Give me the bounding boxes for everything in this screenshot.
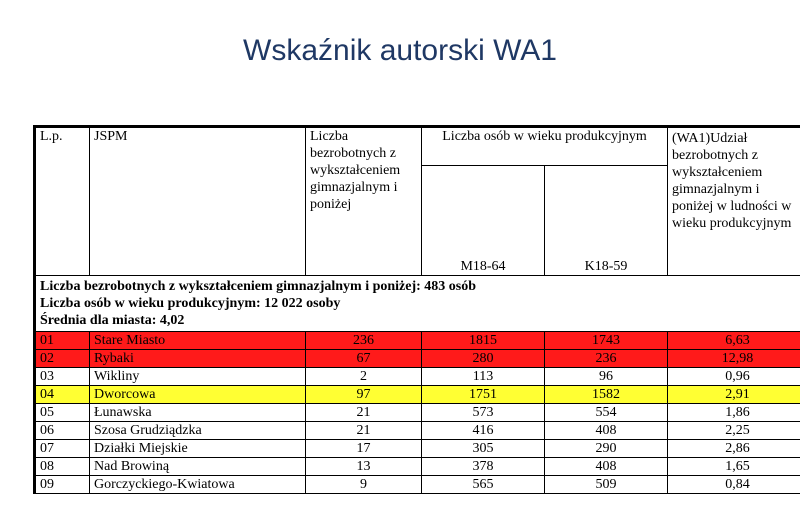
- row-wa1: 2,86: [668, 440, 800, 458]
- header-k18-59: K18-59: [545, 166, 668, 276]
- slide-title: Wskaźnik autorski WA1: [243, 34, 557, 67]
- row-lp: 09: [36, 476, 90, 494]
- row-unemployed: 17: [306, 440, 422, 458]
- row-wa1: 12,98: [668, 350, 800, 368]
- row-k18-59: 509: [545, 476, 668, 494]
- table-row: [36, 368, 800, 386]
- row-k18-59: 554: [545, 404, 668, 422]
- header-unemployed: Liczba bezrobotnych z wykształceniem gimnazjalnym i poniżej: [306, 128, 422, 276]
- table-row: [36, 386, 800, 404]
- row-k18-59: 1582: [545, 386, 668, 404]
- row-name: Wikliny: [90, 368, 306, 386]
- indicator-table: [35, 127, 800, 494]
- row-lp: 02: [36, 350, 90, 368]
- row-m18-64: 305: [422, 440, 545, 458]
- row-unemployed: 67: [306, 350, 422, 368]
- table-row: [36, 440, 800, 458]
- row-m18-64: 280: [422, 350, 545, 368]
- row-m18-64: 416: [422, 422, 545, 440]
- header-working-age: Liczba osób w wieku produkcyjnym: [422, 128, 668, 166]
- summary-line-working-age: Liczba osób w wieku produkcyjnym: 12 022 osoby: [40, 296, 341, 311]
- row-unemployed: 21: [306, 422, 422, 440]
- row-name: Działki Miejskie: [90, 440, 306, 458]
- row-name: Gorczyckiego-Kwiatowa: [90, 476, 306, 494]
- row-unemployed: 2: [306, 368, 422, 386]
- row-wa1: 0,84: [668, 476, 800, 494]
- row-name: Łunawska: [90, 404, 306, 422]
- row-k18-59: 236: [545, 350, 668, 368]
- row-lp: 06: [36, 422, 90, 440]
- indicator-table-wrap: [33, 125, 800, 494]
- row-wa1: 2,91: [668, 386, 800, 404]
- row-lp: 03: [36, 368, 90, 386]
- row-name: Rybaki: [90, 350, 306, 368]
- row-m18-64: 1815: [422, 332, 545, 350]
- row-k18-59: 96: [545, 368, 668, 386]
- row-lp: 05: [36, 404, 90, 422]
- row-name: Stare Miasto: [90, 332, 306, 350]
- row-lp: 07: [36, 440, 90, 458]
- table-row: [36, 332, 800, 350]
- row-unemployed: 13: [306, 458, 422, 476]
- table-row: [36, 422, 800, 440]
- summary-cell: [36, 276, 800, 332]
- row-unemployed: 97: [306, 386, 422, 404]
- row-k18-59: 1743: [545, 332, 668, 350]
- header-lp: L.p.: [36, 128, 90, 276]
- table-row: [36, 404, 800, 422]
- row-m18-64: 113: [422, 368, 545, 386]
- row-m18-64: 573: [422, 404, 545, 422]
- header-m18-64: M18-64: [422, 166, 545, 276]
- row-unemployed: 9: [306, 476, 422, 494]
- row-m18-64: 378: [422, 458, 545, 476]
- row-lp: 04: [36, 386, 90, 404]
- row-k18-59: 408: [545, 458, 668, 476]
- row-wa1: 1,86: [668, 404, 800, 422]
- row-name: Nad Browiną: [90, 458, 306, 476]
- summary-line-city-average: Średnia dla miasta: 4,02: [40, 313, 185, 328]
- row-m18-64: 1751: [422, 386, 545, 404]
- row-wa1: 1,65: [668, 458, 800, 476]
- row-unemployed: 21: [306, 404, 422, 422]
- row-wa1: 2,25: [668, 422, 800, 440]
- row-k18-59: 290: [545, 440, 668, 458]
- row-wa1: 6,63: [668, 332, 800, 350]
- summary-line-unemployed: Liczba bezrobotnych z wykształceniem gimnazjalnym i poniżej: 483 osób: [40, 279, 477, 294]
- row-lp: 01: [36, 332, 90, 350]
- row-k18-59: 408: [545, 422, 668, 440]
- header-jspm: JSPM: [90, 128, 306, 276]
- header-wa1: (WA1)Udział bezrobotnych z wykształceniem gimnazjalnym i poniżej w ludności w wieku produkcyjnym: [668, 128, 800, 276]
- row-unemployed: 236: [306, 332, 422, 350]
- table-row: [36, 458, 800, 476]
- table-row: [36, 350, 800, 368]
- row-name: Dworcowa: [90, 386, 306, 404]
- table-row: [36, 476, 800, 494]
- row-name: Szosa Grudziądzka: [90, 422, 306, 440]
- row-lp: 08: [36, 458, 90, 476]
- row-wa1: 0,96: [668, 368, 800, 386]
- row-m18-64: 565: [422, 476, 545, 494]
